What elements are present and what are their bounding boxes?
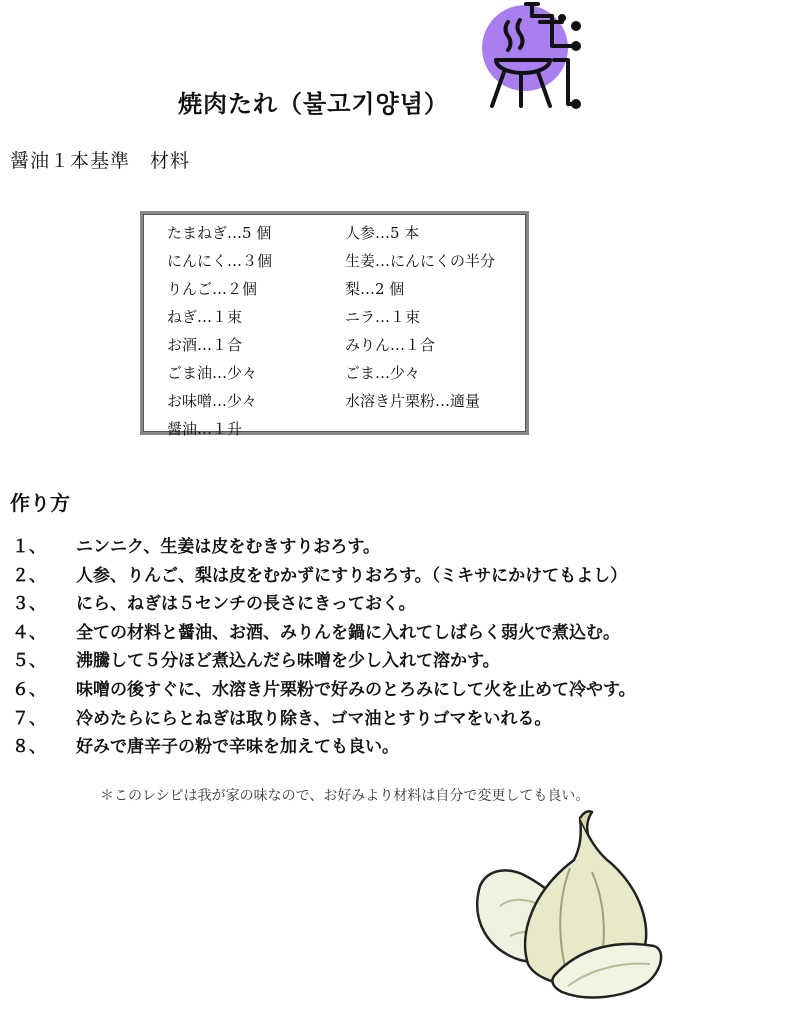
ingredient-item: りんご…２個 bbox=[167, 280, 258, 298]
ingredient-list bbox=[167, 222, 526, 446]
step-number: ２、 bbox=[12, 565, 46, 586]
step-list bbox=[12, 532, 636, 761]
step-text: 沸騰して５分ほど煮込んだら味噌を少し入れて溶かす。 bbox=[76, 651, 500, 672]
step-item bbox=[12, 532, 636, 561]
step-number: ３、 bbox=[12, 594, 46, 615]
ingredient-item: 水溶き片栗粉…適量 bbox=[345, 392, 481, 410]
ingredient-item: ごま…少々 bbox=[345, 364, 421, 382]
step-item bbox=[12, 561, 636, 590]
garlic-illustration bbox=[470, 808, 670, 1003]
step-text: ニンニク、生姜は皮をむきすりおろす。 bbox=[76, 537, 380, 557]
ingredient-basis: 醤油１本基準 材料 bbox=[10, 150, 191, 172]
ingredient-item: たまねぎ…5 個 bbox=[167, 224, 272, 242]
recipe-title: 焼肉たれ（불고기양념） bbox=[178, 89, 449, 118]
step-text: 好みで唐辛子の粉で辛味を加えても良い。 bbox=[76, 737, 399, 758]
step-number: ８、 bbox=[12, 737, 46, 758]
step-item bbox=[12, 732, 636, 761]
step-text: 全ての材料と醤油、お酒、みりんを鍋に入れてしばらく弱火で煮込む。 bbox=[76, 622, 620, 643]
ingredient-item: 人参…5 本 bbox=[345, 224, 420, 242]
bbq-grill-icon bbox=[482, 2, 587, 114]
step-item bbox=[12, 589, 636, 618]
ingredient-item: ねぎ…１束 bbox=[167, 308, 243, 326]
ingredient-item: 醤油…１升 bbox=[167, 420, 243, 438]
ingredient-item: ごま油…少々 bbox=[167, 364, 258, 382]
method-heading: 作り方 bbox=[10, 491, 70, 515]
step-text: 味噌の後すぐに、水溶き片栗粉で好みのとろみにして火を止めて冷やす。 bbox=[76, 679, 636, 700]
ingredient-item: ニラ…１束 bbox=[345, 308, 421, 326]
ingredient-item: みりん…１合 bbox=[345, 336, 436, 354]
ingredient-item: にんにく…３個 bbox=[167, 252, 273, 270]
step-text: 人参、りんご、梨は皮をむかずにすりおろす。（ミキサにかけてもよし） bbox=[76, 565, 628, 586]
step-number: １、 bbox=[12, 537, 46, 557]
step-number: ７、 bbox=[12, 708, 46, 729]
step-number: ５、 bbox=[12, 651, 46, 672]
step-number: ６、 bbox=[12, 679, 46, 700]
ingredient-item: 梨…2 個 bbox=[345, 280, 405, 298]
step-number: ４、 bbox=[12, 622, 46, 643]
ingredient-item: お味噌…少々 bbox=[167, 392, 258, 410]
step-item bbox=[12, 618, 636, 647]
ingredient-box bbox=[140, 211, 529, 438]
ingredient-item: お酒…１合 bbox=[167, 336, 243, 354]
recipe-note: ＊このレシピは我が家の味なので、お好みより材料は自分で変更しても良い。 bbox=[100, 788, 590, 804]
step-item bbox=[12, 675, 636, 704]
step-item bbox=[12, 646, 636, 675]
ingredient-item: 生姜…にんにくの半分 bbox=[345, 252, 496, 270]
step-item bbox=[12, 704, 636, 733]
step-text: 冷めたらにらとねぎは取り除き、ゴマ油とすりゴマをいれる。 bbox=[76, 708, 552, 729]
step-text: にら、ねぎは５センチの長さにきっておく。 bbox=[76, 594, 416, 615]
